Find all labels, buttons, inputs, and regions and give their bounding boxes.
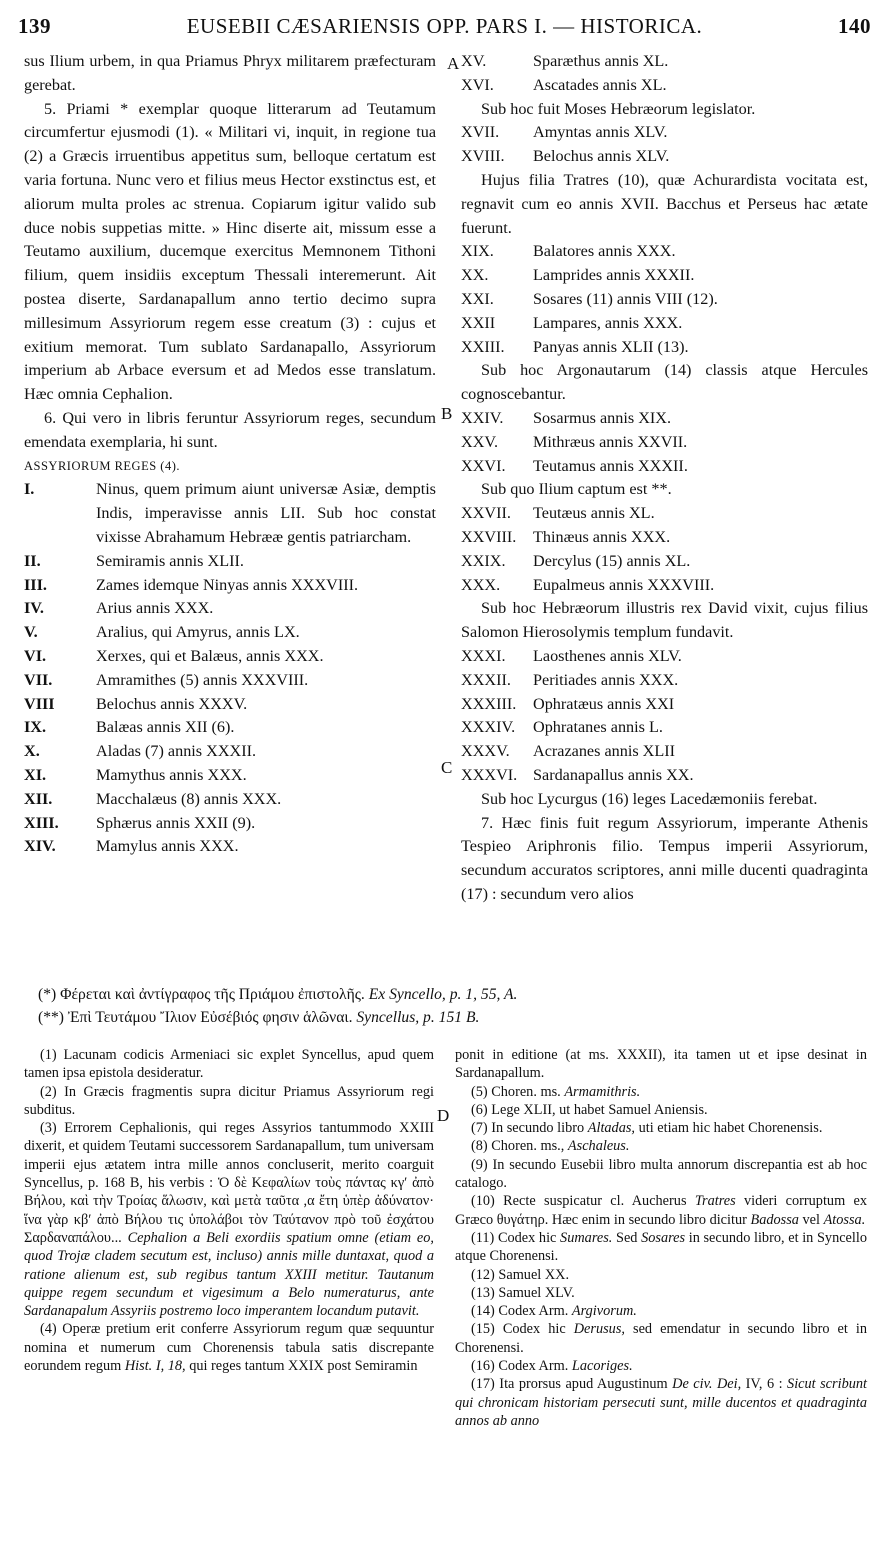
footnote-text: Φέρεται καὶ ἀντίγραφος τῆς Πριάμου ἐπιστολῆς. <box>60 986 365 1003</box>
king-number: V. <box>24 623 38 642</box>
king-entry: Ophratanes annis L. <box>533 718 663 737</box>
paragraph: Sub quo Ilium captum est **. <box>481 480 672 499</box>
king-row <box>461 740 868 764</box>
king-entry: Teutamus annis XXXII. <box>533 456 688 475</box>
king-entry: Thinæus annis XXX. <box>533 527 671 546</box>
kings-heading: ASSYRIORUM REGES (4). <box>24 458 181 473</box>
king-row <box>24 740 436 764</box>
notes-left-column <box>24 1046 434 1375</box>
note <box>455 1320 867 1357</box>
note: (12) Samuel XX. <box>471 1266 570 1283</box>
king-entry: Belochus annis XXXV. <box>96 694 248 713</box>
note-text: uti etiam hic habet Chorenensis. <box>638 1120 823 1137</box>
note-italic: Lacoriges. <box>571 1358 633 1375</box>
king-number: XXXIII. <box>461 694 517 713</box>
note-text: (10) Recte suspicatur cl. Aucherus <box>471 1193 687 1210</box>
king-row <box>461 288 868 312</box>
note-text: (17) Ita prorsus apud Augustinum <box>471 1376 668 1393</box>
king-entry: Peritiades annis XXX. <box>533 670 679 689</box>
king-number: XXVII. <box>461 504 511 523</box>
king-row <box>461 550 868 574</box>
king-entry: Belochus annis XLV. <box>533 147 670 166</box>
paragraph: Sub hoc fuit Moses Hebræorum legislator. <box>481 99 756 118</box>
king-number: VII. <box>24 670 53 689</box>
king-row <box>461 502 868 526</box>
king-entry: Lamprides annis XXXII. <box>533 266 695 285</box>
king-entry: Xerxes, qui et Balæus, annis XXX. <box>96 646 324 665</box>
king-number: XVII. <box>461 123 500 142</box>
note-translation: Cephalion a Beli exordiis spatium omne (etiam eo, quod Trojæ cladem secutum est, incluso) annis mille duntaxat, quod a ratione alienum est, sub regibus tantum XXIII metitur. Tautanum quippe regem secundum et vigesimum a Belo numeraturus, ante Sardanapalum Assyriis postremo loco imperantem locandum putavit. <box>24 1229 434 1320</box>
margin-marker-d: D <box>437 1106 450 1125</box>
note-text: videri corruptum ex Græco θυγάτηρ. Hæc enim in secundo libro dicitur <box>455 1193 868 1228</box>
note <box>455 1357 867 1375</box>
running-title: EUSEBII CÆSARIENSIS OPP. PARS I. — HISTORICA. <box>186 14 703 38</box>
king-entry: Semiramis annis XLII. <box>96 551 244 570</box>
king-number: XVI. <box>461 75 494 94</box>
paragraph: 7. Hæc finis fuit regum Assyriorum, imperante Athenis Tespieo Ariphronis filio. Tempus imperii Assyriorum, secundum accuratos scriptores, anni mille ducenti quadraginta (17) : secundum vero alios <box>461 813 868 903</box>
king-row <box>24 574 436 598</box>
king-entry: Ophratæus annis XXI <box>533 694 675 713</box>
king-number: II. <box>24 551 41 570</box>
note-text: qui reges tantum XXIX post Semiramin <box>189 1358 418 1375</box>
king-number: VI. <box>24 646 47 665</box>
king-entry: Panyas annis XLII (13). <box>533 337 689 356</box>
king-number: XX. <box>461 266 489 285</box>
king-number: XXX. <box>461 575 501 594</box>
king-row <box>461 240 868 264</box>
king-number: XXXII. <box>461 670 511 689</box>
king-entry: Sosarmus annis XIX. <box>533 408 672 427</box>
note <box>455 1375 867 1430</box>
note-text: (8) Choren. ms., <box>471 1138 565 1155</box>
king-row <box>461 645 868 669</box>
note <box>455 1083 867 1101</box>
king-row <box>24 812 436 836</box>
running-header <box>18 14 871 44</box>
king-number: X. <box>24 742 40 761</box>
king-entry: Zames idemque Ninyas annis XXXVIII. <box>96 575 359 594</box>
king-entry: Balatores annis XXX. <box>533 242 676 261</box>
paragraph: Sub hoc Hebræorum illustris rex David vixit, cujus filius Salomon Hierosolymis templum fundavit. <box>461 599 868 642</box>
kings-list <box>461 121 868 169</box>
note: (9) In secundo Eusebii libro multa annorum discrepantia est ab hoc catalogo. <box>455 1156 867 1192</box>
footnote-mark: (**) <box>38 1009 64 1026</box>
king-number: XIII. <box>24 813 59 832</box>
king-number: IX. <box>24 718 47 737</box>
king-row <box>461 50 868 74</box>
king-number: XIV. <box>24 837 56 856</box>
note-italic: Derusus, <box>573 1321 625 1338</box>
king-number: XXIII. <box>461 337 505 356</box>
king-number: XXIX. <box>461 551 506 570</box>
king-number: XXXIV. <box>461 718 516 737</box>
king-number: XIX. <box>461 242 494 261</box>
king-row <box>461 764 868 788</box>
note-citation: Hist. I, 18, <box>124 1358 186 1375</box>
king-number: XXV. <box>461 432 499 451</box>
greek-footnotes <box>38 983 868 1029</box>
note-italic: Altadas, <box>587 1120 635 1137</box>
note-text: (16) Codex Arm. <box>471 1358 569 1375</box>
note-text: (5) Choren. ms. <box>471 1083 561 1100</box>
note <box>455 1302 867 1320</box>
king-entry: Amyntas annis XLV. <box>533 123 668 142</box>
king-row <box>24 764 436 788</box>
note-italic: De civ. Dei, <box>672 1376 742 1393</box>
king-entry: Mamylus annis XXX. <box>96 837 239 856</box>
king-number: XV. <box>461 52 487 70</box>
king-number: XII. <box>24 789 53 808</box>
king-row <box>24 621 436 645</box>
king-number: XVIII. <box>461 147 505 166</box>
king-row <box>461 431 868 455</box>
note-text: vel <box>802 1211 820 1228</box>
paragraph: Sub hoc Lycurgus (16) leges Lacedæmoniis ferebat. <box>481 789 818 808</box>
king-row <box>461 312 868 336</box>
king-number: XXXVI. <box>461 765 518 784</box>
king-row <box>461 121 868 145</box>
king-entry: Sosares (11) annis VIII (12). <box>533 289 718 308</box>
king-entry: Amramithes (5) annis XXXVIII. <box>96 670 309 689</box>
king-row <box>24 693 436 717</box>
king-number: XXIV. <box>461 408 504 427</box>
king-row <box>24 788 436 812</box>
note: (1) Lacunam codicis Armeniaci sic explet Syncellus, apud quem tamen ipsa epistola desideratur. <box>24 1047 434 1082</box>
king-entry: Balæas annis XII (6). <box>96 718 235 737</box>
note-italic: Sosares <box>641 1229 686 1246</box>
king-row <box>24 716 436 740</box>
note-italic: Armamithris. <box>564 1083 641 1100</box>
paragraph: sus Ilium urbem, in qua Priamus Phryx militarem præfecturam gerebat. <box>24 52 436 94</box>
note-italic: Aschaleus. <box>567 1138 630 1155</box>
king-entry: Dercylus (15) annis XL. <box>533 551 691 570</box>
king-entry: Lampares, annis XXX. <box>533 313 683 332</box>
note: (13) Samuel XLV. <box>471 1284 575 1301</box>
king-number: XXVIII. <box>461 527 517 546</box>
king-entry: Ninus, quem primum aiunt universæ Asiæ, demptis Indis, imperavisse annis LII. Sub hoc constat vixisse Abrahamum Hebrææ gentis patriarcham. <box>96 480 436 546</box>
note <box>455 1192 867 1229</box>
king-entry: Macchalæus (8) annis XXX. <box>96 789 282 808</box>
note <box>24 1320 434 1375</box>
king-entry: Arius annis XXX. <box>96 599 214 618</box>
king-entry: Laosthenes annis XLV. <box>533 646 682 665</box>
note-text: in secundo libro, et in Syncello atque Chorenensi. <box>455 1229 867 1265</box>
kings-list-left <box>24 478 436 859</box>
paragraph: 6. Qui vero in libris feruntur Assyriorum reges, secundum emendata exemplaria, hi sunt. <box>24 408 436 451</box>
note-text: Sed <box>616 1229 638 1246</box>
paragraph: 5. Priami * exemplar quoque litterarum ad Teutamum circumfertur ejusmodi (1). « Militari vi, inquit, in regione tua (2) a Græcis irruentibus appetitus sum, belloque certatum est varia fortuna. Nunc vero et filius meus Hector exstinctus est, et aliorum multa proles ac strenua. Copiarum igitur valido sub duce nobis suppetias mitte. » Hinc diserte ait, missum esse a Teutamo auxilium, ducemque exercitus Memnonem Tithoni filium, quem insidiis exceptum Thessali interemerunt. Ait postea diserte, Sardanapallum anno tertio decimo supra millesimum Assyriorum regem esse creatum (3) : cujus et exitium memorat. Tum sublato Sardanapallo, Assyriorum imperium ab Arbace eversum et ad Medos esse translatum. Hæc omnia Cephalion. <box>24 99 436 404</box>
right-column <box>461 50 868 907</box>
king-entry: Mamythus annis XXX. <box>96 765 247 784</box>
king-number: IV. <box>24 599 44 618</box>
paragraph: Sub hoc Argonautarum (14) classis atque Hercules cognoscebantur. <box>461 361 868 404</box>
kings-list <box>461 407 868 478</box>
note-italic: Sicut scribunt qui chronicam historiam persecuti sunt, mille ducentos et quadraginta annos ab anno <box>455 1376 867 1429</box>
king-number: I. <box>24 480 35 499</box>
margin-marker-c: C <box>441 758 453 777</box>
king-number: VIII <box>24 694 55 713</box>
king-row <box>461 407 868 431</box>
king-row <box>24 550 436 574</box>
note-italic: Argivorum. <box>571 1303 637 1320</box>
king-row <box>24 669 436 693</box>
footnote-source: Syncellus, p. 151 B. <box>356 1009 480 1026</box>
king-row <box>24 645 436 669</box>
king-entry: Aladas (7) annis XXXII. <box>96 742 257 761</box>
king-row <box>461 574 868 598</box>
note-text: IV, 6 : <box>745 1376 783 1393</box>
page-number-right: 140 <box>838 14 871 38</box>
note-italic: Sumares. <box>560 1229 613 1246</box>
note <box>455 1119 867 1137</box>
left-column <box>24 50 436 859</box>
king-number: XXVI. <box>461 456 506 475</box>
king-number: XI. <box>24 765 47 784</box>
note: (6) Lege XLII, ut habet Samuel Aniensis. <box>471 1101 708 1118</box>
note <box>24 1119 434 1320</box>
note <box>455 1137 867 1155</box>
footnote <box>38 983 868 1006</box>
kings-list <box>461 50 868 98</box>
king-row <box>461 336 868 360</box>
note-text: (14) Codex Arm. <box>471 1303 569 1320</box>
king-row <box>461 264 868 288</box>
king-entry: Eupalmeus annis XXXVIII. <box>533 575 715 594</box>
kings-list <box>461 645 868 788</box>
king-row <box>461 455 868 479</box>
note-italic: Atossa. <box>823 1211 866 1228</box>
king-row <box>461 74 868 98</box>
note: ponit in editione (at ms. XXXII), ita tamen ut et ipse desinat in Sardanapallum. <box>455 1047 867 1082</box>
note: (2) In Græcis fragmentis supra dicitur Priamus Assyriorum regi subditus. <box>24 1083 434 1118</box>
footnote-mark: (*) <box>38 986 57 1003</box>
king-entry: Mithræus annis XXVII. <box>533 432 688 451</box>
king-number: XXXV. <box>461 742 510 761</box>
notes-right-column <box>455 1046 867 1430</box>
king-entry: Acrazanes annis XLII <box>533 742 676 761</box>
footnote <box>38 1006 868 1029</box>
page-number-left: 139 <box>18 14 51 38</box>
note-text: (7) In secundo libro <box>471 1120 585 1137</box>
king-entry: Ascatades annis XL. <box>533 75 667 94</box>
king-number: XXXI. <box>461 646 506 665</box>
note-text: (4) Operæ pretium erit conferre Assyriorum regum quæ sequuntur nomina et numerum cum Chorenensis tabula satis discrepante eorundem regum <box>24 1321 434 1375</box>
king-row <box>24 835 436 859</box>
note-italic: Tratres <box>694 1193 736 1210</box>
king-entry: Aralius, qui Amyrus, annis LX. <box>96 623 300 642</box>
king-row <box>24 478 436 549</box>
king-number: XXI. <box>461 289 494 308</box>
note-text: (15) Codex hic <box>471 1321 566 1338</box>
footnote-source: Ex Syncello, p. 1, 55, A. <box>368 986 518 1003</box>
kings-list <box>461 240 868 359</box>
paragraph: Hujus filia Tratres (10), quæ Achurardista vocitata est, regnavit cum eo annis XVII. Bacchus et Perseus hac ætate fuerunt. <box>461 170 868 237</box>
note-text: sed emendatur in secundo libro et in Chorenensi. <box>455 1321 868 1356</box>
king-number: XXII <box>461 313 496 332</box>
kings-list <box>461 502 868 597</box>
king-entry: Sphærus annis XXII (9). <box>96 813 256 832</box>
margin-marker-b: B <box>441 404 453 423</box>
king-entry: Sparæthus annis XL. <box>533 52 669 70</box>
king-row <box>461 716 868 740</box>
note-text: (11) Codex hic <box>471 1229 557 1246</box>
note <box>455 1229 867 1266</box>
king-row <box>461 693 868 717</box>
king-number: III. <box>24 575 47 594</box>
king-row <box>461 145 868 169</box>
king-row <box>461 669 868 693</box>
margin-marker-a: A <box>447 54 460 73</box>
king-row <box>461 526 868 550</box>
king-entry: Teutæus annis XL. <box>533 504 655 523</box>
king-row <box>24 597 436 621</box>
note-text: (3) Errorem Cephalionis, qui reges Assyrios tantummodo XXIII dixerit, et quidem Teutami successorem Sardanapallum, tum universam imperii ejus ætatem intra mille annos concluserit, merito coarguit Syncellus, p. 168 B, his verbis : Ὁ δὲ Κεφαλίων τοὺς πάντας κγʹ ἀπὸ Βήλου, καὶ τὴν Τροίας ἅλωσιν, καὶ μετὰ ταῦτα ,α ἔτη ὑπὲρ ἀδύνατον· ἵνα γὰρ κβʹ ἀπὸ Βήλου τις ὑπολάβοι τὸν Ταύτανον πρὸ τοῦ ἐσχάτου Σαρδαναπάλου... <box>24 1120 434 1246</box>
king-entry: Sardanapallus annis XX. <box>533 765 694 784</box>
note-italic: Badossa <box>750 1211 799 1228</box>
footnote-text: Ἐπὶ Τευτάμου Ἴλιον Εὐσέβιός φησιν ἁλῶναι. <box>67 1009 353 1026</box>
